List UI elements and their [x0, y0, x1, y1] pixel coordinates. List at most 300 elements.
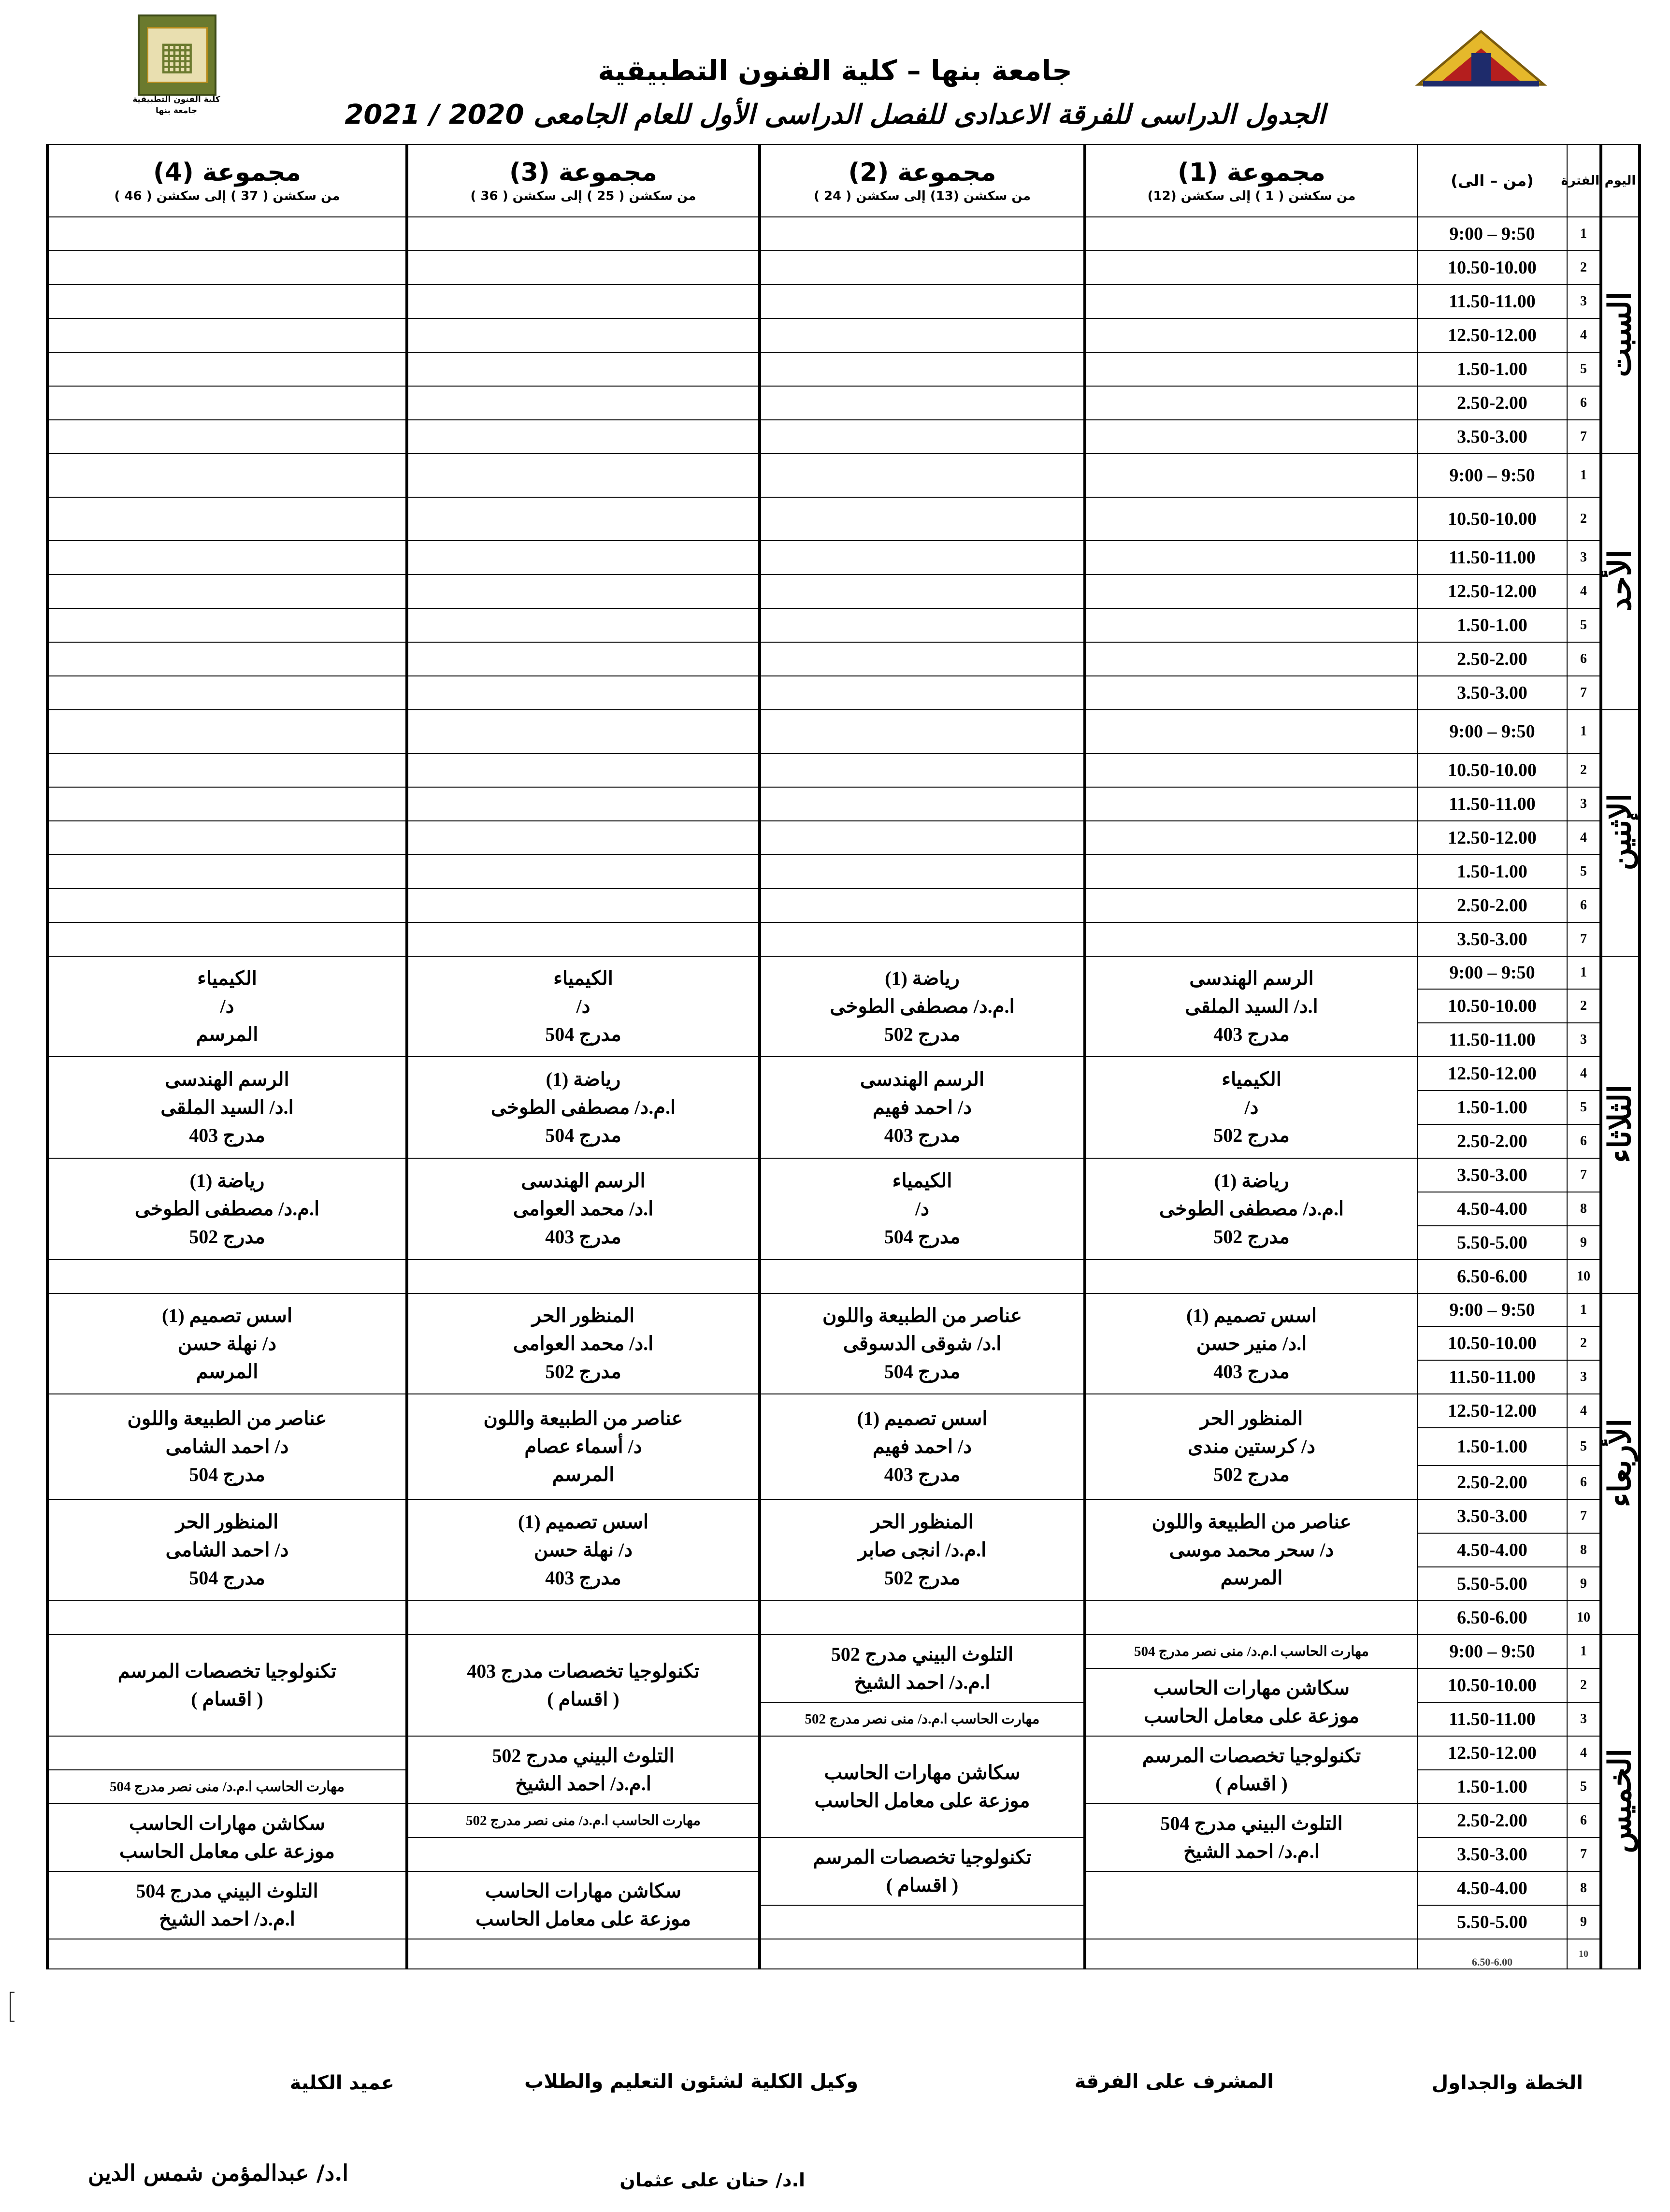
empty-cell — [1085, 541, 1417, 575]
empty-cell — [760, 386, 1085, 420]
empty-cell — [47, 710, 407, 753]
class-cell: الكيمياء د/ مدرج 504 — [407, 956, 760, 1057]
time-slot: 1.50-1.00 — [1417, 1770, 1567, 1804]
wed-row-10 — [47, 1601, 1640, 1635]
empty-cell — [47, 821, 407, 855]
empty-cell — [1085, 608, 1417, 642]
header-row — [47, 144, 1640, 217]
time-slot: 1.50-1.00 — [1417, 608, 1567, 642]
faculty-logo-mark: ▦ — [147, 27, 208, 83]
empty-cell — [407, 285, 760, 318]
empty-cell — [407, 1260, 760, 1293]
empty-cell — [1085, 1601, 1417, 1635]
period: 5 — [1567, 1428, 1601, 1465]
empty-cell — [47, 1601, 407, 1635]
day-sunday: الأحد — [1601, 454, 1640, 710]
empty-cell — [760, 1905, 1085, 1939]
class-cell: المنظور الحر د/ احمد الشامى مدرج 504 — [47, 1499, 407, 1601]
period: 9 — [1567, 1905, 1601, 1939]
col-header-day: اليوم — [1601, 144, 1640, 217]
class-cell: عناصر من الطبيعة واللون ا.د/ شوقى الدسوقى مدرج 504 — [760, 1293, 1085, 1394]
class-cell: اسس تصميم (1) د/ نهلة حسن المرسم — [47, 1293, 407, 1394]
time-slot: 12.50-12.00 — [1417, 821, 1567, 855]
time-slot: 2.50-2.00 — [1417, 1465, 1567, 1499]
group-3-header — [407, 144, 760, 217]
group-range: من سكشن (13) إلى سكشن ( 24 ) — [814, 189, 1031, 203]
class-cell: الكيمياء د/ مدرج 502 — [1085, 1057, 1417, 1158]
period: 3 — [1567, 787, 1601, 821]
empty-cell — [1085, 386, 1417, 420]
thu-row-4 — [47, 1736, 1640, 1770]
day-tuesday: الثلاثاء — [1601, 956, 1640, 1293]
class-cell: الرسم الهندسى ا.د/ السيد الملقى مدرج 403 — [1085, 956, 1417, 1057]
time-slot: 12.50-12.00 — [1417, 1057, 1567, 1091]
empty-cell — [1085, 251, 1417, 285]
period: 4 — [1567, 821, 1601, 855]
empty-cell — [760, 608, 1085, 642]
period: 7 — [1567, 922, 1601, 956]
empty-cell — [1085, 1871, 1417, 1939]
time-slot: 11.50-11.00 — [1417, 1360, 1567, 1394]
class-cell: سكاشن مهارات الحاسب موزعة على معامل الحاسب — [1085, 1668, 1417, 1736]
empty-cell — [47, 787, 407, 821]
empty-cell — [760, 753, 1085, 787]
empty-cell — [760, 318, 1085, 352]
period: 6 — [1567, 1465, 1601, 1499]
empty-cell — [47, 285, 407, 318]
empty-cell — [407, 1601, 760, 1635]
empty-cell — [47, 318, 407, 352]
thu-row-10 — [47, 1939, 1640, 1969]
time-slot: 2.50-2.00 — [1417, 1804, 1567, 1838]
period: 7 — [1567, 676, 1601, 710]
period: 3 — [1567, 285, 1601, 318]
empty-cell — [47, 251, 407, 285]
empty-cell — [47, 1260, 407, 1293]
empty-cell — [407, 541, 760, 575]
schedule-title: الجدول الدراسى للفرقة الاعدادى للفصل الدراسى الأول للعام الجامعى 2020 / 2021 — [345, 99, 1325, 130]
footer-dean: عميد الكلية — [289, 2072, 394, 2094]
period: 10 — [1567, 1601, 1601, 1635]
tue-row-7 — [47, 1158, 1640, 1192]
time-slot: 9:50 – 9:00 — [1417, 1293, 1567, 1326]
period: 7 — [1567, 1838, 1601, 1871]
empty-cell — [760, 642, 1085, 676]
class-cell: عناصر من الطبيعة واللون د/ أسماء عصام المرسم — [407, 1394, 760, 1499]
class-cell: الرسم الهندسى د/ احمد فهيم مدرج 403 — [760, 1057, 1085, 1158]
empty-cell — [407, 821, 760, 855]
time-slot: 1.50-1.00 — [1417, 1428, 1567, 1465]
footer-plan: الخطة والجداول — [1431, 2072, 1583, 2094]
period: 1 — [1567, 956, 1601, 989]
class-cell: رياضة (1) ا.م.د/ مصطفى الطوخى مدرج 502 — [760, 956, 1085, 1057]
period: 1 — [1567, 1293, 1601, 1326]
period: 2 — [1567, 251, 1601, 285]
time-slot: 11.50-11.00 — [1417, 1702, 1567, 1736]
thu-row-1 — [47, 1635, 1640, 1668]
logo-caption-2: جامعة بنها — [156, 106, 197, 115]
empty-cell — [47, 642, 407, 676]
empty-cell — [407, 1939, 760, 1969]
group-4-header — [47, 144, 407, 217]
period: 4 — [1567, 318, 1601, 352]
period: 1 — [1567, 454, 1601, 497]
group-title: مجموعة (4) — [153, 158, 301, 187]
period: 6 — [1567, 386, 1601, 420]
time-slot: 10.50-10.00 — [1417, 1326, 1567, 1360]
empty-cell — [760, 821, 1085, 855]
class-cell: عناصر من الطبيعة واللون د/ سحر محمد موسى المرسم — [1085, 1499, 1417, 1601]
empty-cell — [1085, 1260, 1417, 1293]
time-slot: 5.50-5.00 — [1417, 1567, 1567, 1601]
class-cell: المنظور الحر د/ كرستين مندى مدرج 502 — [1085, 1394, 1417, 1499]
day-monday: الإثنين — [1601, 710, 1640, 956]
time-slot: 4.50-4.00 — [1417, 1192, 1567, 1226]
class-cell-note: مهارت الحاسب ا.م.د/ منى نصر مدرج 502 — [760, 1702, 1085, 1736]
period: 10 — [1567, 1260, 1601, 1293]
tue-row-1 — [47, 956, 1640, 989]
empty-cell — [407, 608, 760, 642]
time-slot: 2.50-2.00 — [1417, 1124, 1567, 1158]
empty-cell — [1085, 217, 1417, 251]
mon-row-1 — [47, 710, 1640, 753]
period: 1 — [1567, 1635, 1601, 1668]
time-slot: 2.50-2.00 — [1417, 642, 1567, 676]
time-slot: 10.50-10.00 — [1417, 989, 1567, 1023]
empty-cell — [1085, 889, 1417, 922]
class-cell: اسس تصميم (1) د/ نهلة حسن مدرج 403 — [407, 1499, 760, 1601]
tue-row-4 — [47, 1057, 1640, 1091]
empty-cell — [407, 497, 760, 541]
empty-cell — [407, 787, 760, 821]
empty-cell — [1085, 642, 1417, 676]
empty-cell — [407, 922, 760, 956]
empty-cell — [760, 1601, 1085, 1635]
period: 7 — [1567, 1499, 1601, 1533]
class-cell: الكيمياء د/ المرسم — [47, 956, 407, 1057]
period: 9 — [1567, 1567, 1601, 1601]
time-slot: 10.50-10.00 — [1417, 753, 1567, 787]
empty-cell — [1085, 855, 1417, 889]
sat-row-3 — [47, 285, 1640, 318]
period: 2 — [1567, 989, 1601, 1023]
empty-cell — [407, 642, 760, 676]
page-edge-mark — [10, 1992, 14, 2022]
empty-cell — [1085, 710, 1417, 753]
time-slot: 12.50-12.00 — [1417, 1394, 1567, 1428]
sun-row-5 — [47, 608, 1640, 642]
empty-cell — [1085, 454, 1417, 497]
sun-row-6 — [47, 642, 1640, 676]
class-cell: سكاشن مهارات الحاسب موزعة على معامل الحاسب — [407, 1871, 760, 1939]
wed-row-7 — [47, 1499, 1640, 1533]
empty-cell — [47, 217, 407, 251]
empty-cell — [47, 889, 407, 922]
group-range: من سكشن ( 1 ) إلى سكشن (12) — [1147, 189, 1356, 203]
class-cell: سكاشن مهارات الحاسب موزعة على معامل الحاسب — [47, 1804, 407, 1871]
empty-cell — [407, 251, 760, 285]
mon-row-6 — [47, 889, 1640, 922]
footer-dean-name: ا.د/ عبدالمؤمن شمس الدين — [88, 2160, 348, 2186]
group-title: مجموعة (2) — [848, 158, 996, 187]
period: 4 — [1567, 1736, 1601, 1770]
period: 4 — [1567, 1394, 1601, 1428]
sat-row-1 — [47, 217, 1640, 251]
time-slot: 9:50 – 9:00 — [1417, 710, 1567, 753]
empty-cell — [1085, 922, 1417, 956]
time-slot: 3.50-3.00 — [1417, 1499, 1567, 1533]
period: 3 — [1567, 1023, 1601, 1057]
class-cell: رياضة (1) ا.م.د/ مصطفى الطوخى مدرج 504 — [407, 1057, 760, 1158]
sun-row-7 — [47, 676, 1640, 710]
class-cell: التلوث البيني مدرج 504 ا.م.د/ احمد الشيخ — [1085, 1804, 1417, 1871]
col-header-period: الفترة — [1567, 144, 1601, 217]
empty-cell — [407, 420, 760, 454]
empty-cell — [1085, 497, 1417, 541]
sun-row-3 — [47, 541, 1640, 575]
period: 8 — [1567, 1533, 1601, 1567]
period: 6 — [1567, 642, 1601, 676]
empty-cell — [760, 541, 1085, 575]
time-slot: 11.50-11.00 — [1417, 1023, 1567, 1057]
period: 2 — [1567, 1668, 1601, 1702]
time-slot: 3.50-3.00 — [1417, 1158, 1567, 1192]
time-slot: 3.50-3.00 — [1417, 1838, 1567, 1871]
class-cell: الرسم الهندسى ا.د/ السيد الملقى مدرج 403 — [47, 1057, 407, 1158]
mon-row-7 — [47, 922, 1640, 956]
empty-cell — [1085, 753, 1417, 787]
sat-row-7 — [47, 420, 1640, 454]
period: 1 — [1567, 710, 1601, 753]
empty-cell — [47, 922, 407, 956]
empty-cell — [407, 1838, 760, 1871]
day-saturday: السبت — [1601, 217, 1640, 454]
period: 3 — [1567, 1360, 1601, 1394]
class-cell-note: مهارت الحاسب ا.م.د/ منى نصر مدرج 502 — [407, 1804, 760, 1838]
tue-row-10 — [47, 1260, 1640, 1293]
time-slot: 4.50-4.00 — [1417, 1871, 1567, 1905]
time-slot: 4.50-4.00 — [1417, 1533, 1567, 1567]
day-thursday: الخميس — [1601, 1635, 1640, 1969]
empty-cell — [760, 454, 1085, 497]
empty-cell — [760, 676, 1085, 710]
class-cell: المنظور الحر ا.د/ محمد العوامى مدرج 502 — [407, 1293, 760, 1394]
sat-row-4 — [47, 318, 1640, 352]
empty-cell — [47, 1736, 407, 1770]
empty-cell — [760, 217, 1085, 251]
class-cell: اسس تصميم (1) ا.د/ منير حسن مدرج 403 — [1085, 1293, 1417, 1394]
class-cell: التلوث البيني مدرج 502 ا.م.د/ احمد الشيخ — [760, 1635, 1085, 1702]
period: 2 — [1567, 753, 1601, 787]
sun-row-1 — [47, 454, 1640, 497]
period: 6 — [1567, 889, 1601, 922]
period: 8 — [1567, 1871, 1601, 1905]
empty-cell — [760, 251, 1085, 285]
wed-row-1 — [47, 1293, 1640, 1326]
empty-cell — [47, 855, 407, 889]
period: 9 — [1567, 1226, 1601, 1260]
empty-cell — [47, 420, 407, 454]
period: 5 — [1567, 608, 1601, 642]
group-range: من سكشن ( 37 ) إلى سكشن ( 46 ) — [114, 189, 340, 203]
class-cell-note: مهارت الحاسب ا.م.د/ منى نصر مدرج 504 — [1085, 1635, 1417, 1668]
col-header-time: (من – الى) — [1417, 144, 1567, 217]
empty-cell — [760, 497, 1085, 541]
period: 3 — [1567, 1702, 1601, 1736]
university-title: جامعة بنها – كلية الفنون التطبيقية — [598, 54, 1072, 87]
class-cell: المنظور الحر ا.م.د/ انجى صابر مدرج 502 — [760, 1499, 1085, 1601]
group-title: مجموعة (3) — [509, 158, 657, 187]
empty-cell — [47, 454, 407, 497]
time-slot: 11.50-11.00 — [1417, 285, 1567, 318]
empty-cell — [47, 608, 407, 642]
class-cell: سكاشن مهارات الحاسب موزعة على معامل الحاسب — [760, 1736, 1085, 1838]
empty-cell — [407, 386, 760, 420]
empty-cell — [760, 787, 1085, 821]
sat-row-2 — [47, 251, 1640, 285]
wed-row-4 — [47, 1394, 1640, 1428]
time-slot: 6.50-6.00 — [1417, 1601, 1567, 1635]
class-cell: الرسم الهندسى ا.د/ محمد العوامى مدرج 403 — [407, 1158, 760, 1260]
time-slot: 1.50-1.00 — [1417, 855, 1567, 889]
time-slot: 1.50-1.00 — [1417, 352, 1567, 386]
sun-row-4 — [47, 575, 1640, 608]
class-cell: رياضة (1) ا.م.د/ مصطفى الطوخى مدرج 502 — [1085, 1158, 1417, 1260]
empty-cell — [47, 541, 407, 575]
sat-row-6 — [47, 386, 1640, 420]
empty-cell — [1085, 420, 1417, 454]
time-slot: 11.50-11.00 — [1417, 787, 1567, 821]
empty-cell — [1085, 318, 1417, 352]
empty-cell — [1085, 285, 1417, 318]
group-range: من سكشن ( 25 ) إلى سكشن ( 36 ) — [470, 189, 696, 203]
logo-caption-1: كلية الفنون التطبيقية — [132, 95, 220, 104]
sat-row-5 — [47, 352, 1640, 386]
time-slot: 10.50-10.00 — [1417, 1668, 1567, 1702]
time-slot: 1.50-1.00 — [1417, 1091, 1567, 1124]
empty-cell — [1085, 821, 1417, 855]
empty-cell — [1085, 575, 1417, 608]
empty-cell — [407, 454, 760, 497]
period: 5 — [1567, 1770, 1601, 1804]
period: 10 — [1567, 1939, 1601, 1969]
empty-cell — [407, 889, 760, 922]
time-slot: 9:50 – 9:00 — [1417, 217, 1567, 251]
class-cell: الكيمياء د/ مدرج 504 — [760, 1158, 1085, 1260]
empty-cell — [760, 922, 1085, 956]
empty-cell — [760, 420, 1085, 454]
empty-cell — [760, 285, 1085, 318]
time-slot: 12.50-12.00 — [1417, 1736, 1567, 1770]
empty-cell — [760, 575, 1085, 608]
footer-supervisor: المشرف على الفرقة — [1074, 2070, 1274, 2093]
class-cell: اسس تصميم (1) د/ احمد فهيم مدرج 403 — [760, 1394, 1085, 1499]
empty-cell — [760, 855, 1085, 889]
period: 7 — [1567, 420, 1601, 454]
period: 1 — [1567, 217, 1601, 251]
mon-row-4 — [47, 821, 1640, 855]
period: 7 — [1567, 1158, 1601, 1192]
empty-cell — [47, 497, 407, 541]
period: 5 — [1567, 1091, 1601, 1124]
time-slot: 6.50-6.00 — [1417, 1260, 1567, 1293]
time-slot: 10.50-10.00 — [1417, 251, 1567, 285]
class-cell: عناصر من الطبيعة واللون د/ احمد الشامى مدرج 504 — [47, 1394, 407, 1499]
period: 8 — [1567, 1192, 1601, 1226]
time-slot: 11.50-11.00 — [1417, 541, 1567, 575]
class-cell: تكنولوجيا تخصصات المرسم ( اقسام ) — [760, 1838, 1085, 1905]
empty-cell — [47, 386, 407, 420]
time-slot: 5.50-5.00 — [1417, 1226, 1567, 1260]
time-slot: 9:50 – 9:00 — [1417, 454, 1567, 497]
empty-cell — [47, 1939, 407, 1969]
footer-vice-dean: وكيل الكلية لشئون التعليم والطلاب — [524, 2070, 858, 2093]
sun-row-2 — [47, 497, 1640, 541]
period: 2 — [1567, 1326, 1601, 1360]
empty-cell — [760, 1260, 1085, 1293]
footer-vice-dean-name: ا.د/ حنان على عثمان — [619, 2169, 805, 2191]
empty-cell — [1085, 676, 1417, 710]
group-title: مجموعة (1) — [1177, 158, 1325, 187]
day-wednesday: الأربعاء — [1601, 1293, 1640, 1635]
empty-cell — [760, 352, 1085, 386]
schedule-table — [46, 144, 1641, 1969]
time-slot: 10.50-10.00 — [1417, 497, 1567, 541]
time-slot: 3.50-3.00 — [1417, 922, 1567, 956]
empty-cell — [760, 889, 1085, 922]
empty-cell — [407, 575, 760, 608]
empty-cell — [407, 855, 760, 889]
empty-cell — [47, 575, 407, 608]
empty-cell — [1085, 352, 1417, 386]
class-cell: تكنولوجيا تخصصات المرسم ( اقسام ) — [1085, 1736, 1417, 1804]
empty-cell — [47, 676, 407, 710]
empty-cell — [407, 217, 760, 251]
mon-row-2 — [47, 753, 1640, 787]
time-slot: 3.50-3.00 — [1417, 676, 1567, 710]
time-slot: 9:50 – 9:00 — [1417, 956, 1567, 989]
time-slot: 12.50-12.00 — [1417, 318, 1567, 352]
time-slot: 12.50-12.00 — [1417, 575, 1567, 608]
class-cell: التلوث البيني مدرج 502 ا.م.د/ احمد الشيخ — [407, 1736, 760, 1804]
empty-cell — [407, 318, 760, 352]
period: 3 — [1567, 541, 1601, 575]
time-slot: 2.50-2.00 — [1417, 889, 1567, 922]
class-cell-note: مهارت الحاسب ا.م.د/ منى نصر مدرج 504 — [47, 1770, 407, 1804]
period: 5 — [1567, 352, 1601, 386]
period: 5 — [1567, 855, 1601, 889]
class-cell: تكنولوجيا تخصصات مدرج 403 ( اقسام ) — [407, 1635, 760, 1736]
period: 6 — [1567, 1124, 1601, 1158]
class-cell: رياضة (1) ا.م.د/ مصطفى الطوخى مدرج 502 — [47, 1158, 407, 1260]
class-cell: تكنولوجيا تخصصات المرسم ( اقسام ) — [47, 1635, 407, 1736]
period: 6 — [1567, 1804, 1601, 1838]
time-slot: 2.50-2.00 — [1417, 386, 1567, 420]
time-slot: 5.50-5.00 — [1417, 1905, 1567, 1939]
empty-cell — [407, 710, 760, 753]
empty-cell — [760, 710, 1085, 753]
period: 4 — [1567, 1057, 1601, 1091]
time-slot: 3.50-3.00 — [1417, 420, 1567, 454]
empty-cell — [407, 753, 760, 787]
group-2-header — [760, 144, 1085, 217]
empty-cell — [760, 1939, 1085, 1969]
period: 4 — [1567, 575, 1601, 608]
empty-cell — [407, 676, 760, 710]
empty-cell — [47, 352, 407, 386]
time-slot: 9:50 – 9:00 — [1417, 1635, 1567, 1668]
mon-row-5 — [47, 855, 1640, 889]
